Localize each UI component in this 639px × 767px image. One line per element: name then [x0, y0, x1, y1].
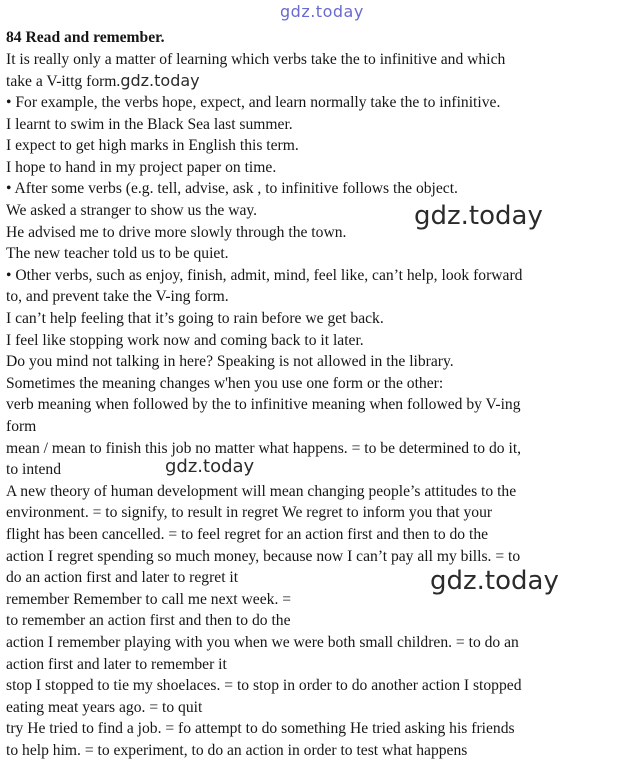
text-line: The new teacher told us to be quiet. [6, 245, 229, 262]
watermark-inline: gdz.today [120, 71, 200, 90]
text-line: • After some verbs (e.g. tell, advise, ask , to infinitive follows the object. [6, 180, 458, 197]
text-line: I can’t help feeling that it’s going to rain before we get back. [6, 310, 384, 327]
text-line: mean / mean to finish this job no matter what happens. = to be determined to do it, [6, 440, 522, 457]
text-line: environment. = to signify, to result in regret We regret to inform you that your [6, 504, 493, 521]
text-line: to help him. = to experiment, to do an action in order to test what happens [6, 742, 468, 759]
text-line: action first and later to remember it [6, 656, 227, 673]
text-line: • For example, the verbs hope, expect, and learn normally take the to infinitive. [6, 94, 501, 111]
text-line: Do you mind not talking in here? Speaking is not allowed in the library. [6, 353, 454, 370]
text-line: I expect to get high marks in English this term. [6, 137, 299, 154]
text-line: verb meaning when followed by the to infinitive meaning when followed by V-ing [6, 396, 521, 413]
watermark: gdz.today [414, 201, 543, 231]
text-line: to intend [6, 461, 62, 478]
text-line: I feel like stopping work now and coming back to it later. [6, 332, 364, 349]
watermark: gdz.today [165, 456, 255, 477]
text-line: try He tried to find a job. = fo attempt to do something He tried asking his friends [6, 720, 515, 737]
text-line: I hope to hand in my project paper on time. [6, 159, 277, 176]
text-line: I learnt to swim in the Black Sea last summer. [6, 116, 293, 133]
text-line: He advised me to drive more slowly through the town. [6, 224, 347, 241]
text-line: We asked a stranger to show us the way. [6, 202, 258, 219]
text-line: eating meat years ago. = to quit [6, 699, 203, 716]
text-line: It is really only a matter of learning which verbs take the to infinitive and which [6, 51, 506, 68]
watermark: gdz.today [430, 566, 559, 596]
text-line: action I remember playing with you when we were both small children. = to do an [6, 634, 519, 651]
watermark-top: gdz.today [280, 2, 364, 21]
text-line: form [6, 418, 37, 435]
text-line: to, and prevent take the V-ing form. [6, 288, 229, 305]
text-line: to remember an action first and then to do the [6, 612, 291, 629]
text-line: Sometimes the meaning changes w'hen you use one form or the other: [6, 375, 444, 392]
text-line: • Other verbs, such as enjoy, finish, admit, mind, feel like, can’t help, look forward [6, 267, 523, 284]
text-line: action I regret spending so much money, because now I can’t pay all my bills. = to [6, 548, 521, 565]
text-line: A new theory of human development will mean changing people’s attitudes to the [6, 483, 517, 500]
text-line: do an action first and later to regret it [6, 569, 239, 586]
text-line: remember Remember to call me next week. = [6, 591, 292, 608]
text-line: flight has been cancelled. = to feel regret for an action first and then to do the [6, 526, 489, 543]
exercise-title: 84 Read and remember. [6, 29, 165, 46]
text-line: take a V-ittg form.gdz.today [6, 71, 200, 90]
text-line: stop I stopped to tie my shoelaces. = to stop in order to do another action I stopped [6, 677, 522, 694]
